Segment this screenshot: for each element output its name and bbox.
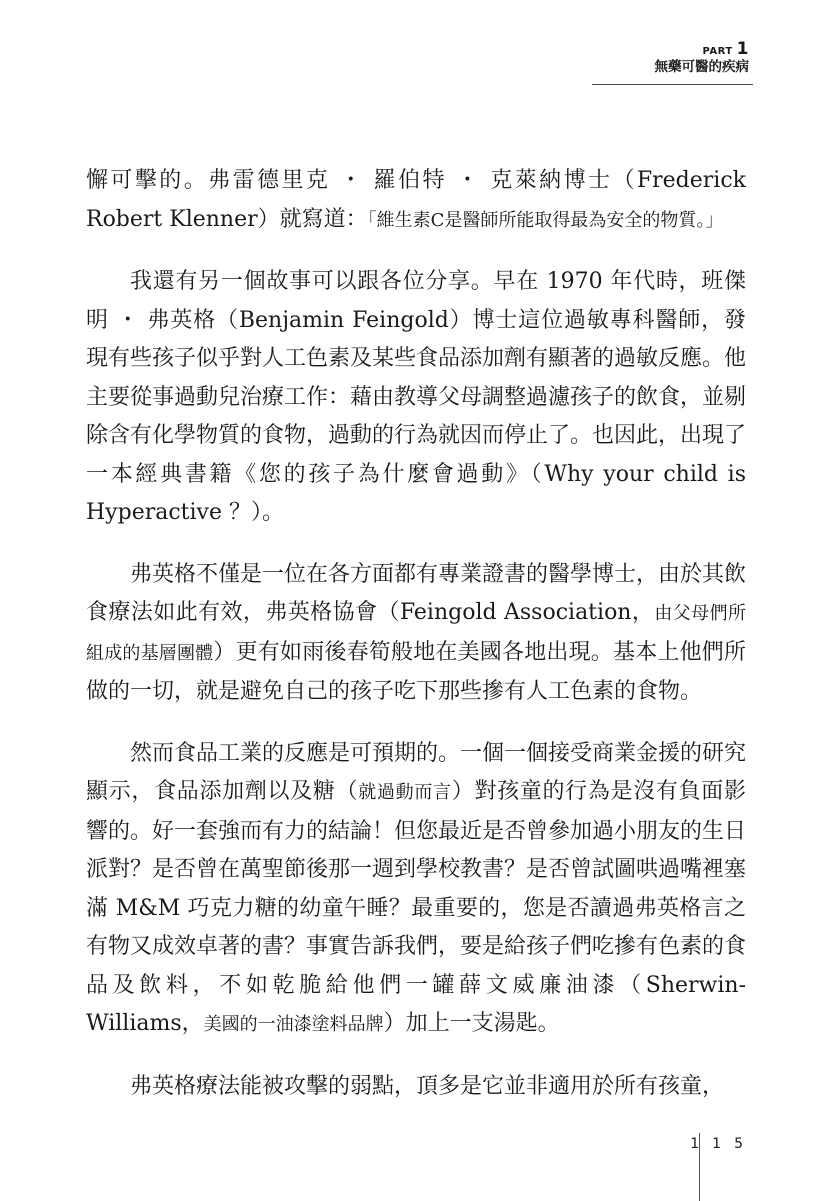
text-segment: 弗英格療法能被攻擊的弱點，頂多是它並非適用於所有孩童， <box>130 1073 725 1099</box>
text-segment: ）更有如雨後春筍般地在美國各地出現。基本上他們所做的一切，就是避免自己的孩子吃下那些摻有人工色素的食物。 <box>86 639 746 704</box>
paragraph-2 <box>86 263 746 533</box>
part-label: PART 1 <box>702 39 749 59</box>
paragraph-1 <box>86 162 746 240</box>
header-rule <box>592 84 753 85</box>
part-number: 1 <box>736 39 749 59</box>
text-segment: 我還有另一個故事可以跟各位分享。早在 1970 年代時，班傑明 ・ 弗英格（Benjamin Feingold）博士這位過敏專科醫師，發現有些孩子似乎對人工色素及某些食品添加劑有顯著的過敏反應。他主要從事過動兒治療工作：藉由教導父母調整過濾孩子的飲食，並剔除含有化學物質的食物，過動的行為就因而停止了。也因此，出現了一本經典書籍《您的孩子為什麼會過動》（Why your child is Hyperactive ？）。 <box>86 269 747 525</box>
annotation-segment: 由父母們所組成的基層團體 <box>86 603 747 664</box>
chapter-title: 無藥可醫的疾病 <box>654 58 749 75</box>
text-segment: ）對孩童的行為是沒有負面影響的。好一套強而有力的結論！但您最近是否曾參加過小朋友的生日派對？是否曾在萬聖節後那一週到學校教書？是否曾試圖哄過嘴裡塞滿 M&M 巧克力糖的幼童午睡？最重要的，您是否讀過弗英格言之有物又成效卓著的書？事實告訴我們，要是給孩子們吃摻有色素的食品及飲料，不如乾脆給他們一罐薛文威廉油漆（Sherwin-Williams， <box>86 779 747 1036</box>
paragraph-4 <box>86 735 746 1045</box>
page-digit: 5 <box>734 1136 743 1152</box>
body-text <box>86 162 746 1129</box>
page-number <box>677 1136 743 1152</box>
text-segment: ）加上一支湯匙。 <box>383 1011 560 1036</box>
annotation-segment: 就過動而言 <box>358 782 452 803</box>
paragraph-3 <box>86 556 746 712</box>
text-segment: 懈可擊的。弗雷德里克 ・ 羅伯特 ・ 克萊納博士（Frederick Robert Klenner）就寫道： <box>86 168 746 232</box>
quote-segment: 「維生素C是醫師所能取得最為安全的物質。」 <box>367 209 724 231</box>
text-segment: 然而食品工業的反應是可預期的。一個一個接受商業金援的研究顯示，食品添加劑以及糖（ <box>86 740 747 804</box>
annotation-segment: 美國的一油漆塗料品牌 <box>203 1014 384 1035</box>
page-digit: 1 <box>690 1136 700 1152</box>
text-segment: 弗英格不僅是一位在各方面都有專業證書的醫學博士，由於其飲食療法如此有效，弗英格協會（Feingold Association， <box>86 561 747 625</box>
paragraph-5 <box>86 1068 746 1107</box>
running-head <box>655 40 750 75</box>
page-digit: 1 <box>712 1136 722 1152</box>
